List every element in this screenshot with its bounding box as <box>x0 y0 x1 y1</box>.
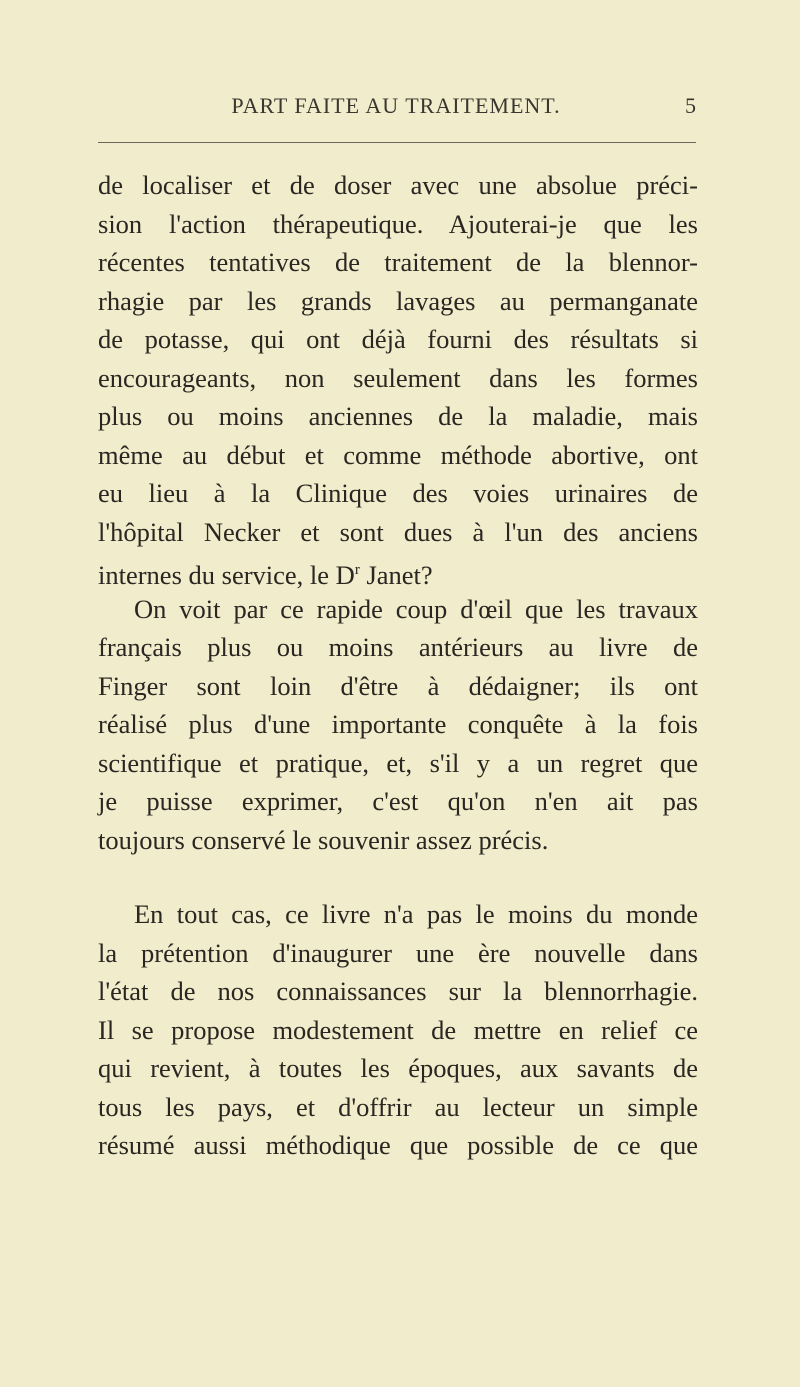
text-line: de potasse, qui ont déjà fourni des résultats si <box>98 324 698 354</box>
text-line: encourageants, non seulement dans les formes <box>98 362 698 393</box>
text-line: réalisé plus d'une importante conquête à la fois <box>98 709 698 739</box>
text-line: rhagie par les grands lavages au permanganate <box>98 285 698 316</box>
text-line: qui revient, à toutes les époques, aux savants de <box>98 1053 698 1083</box>
header-rule <box>98 142 696 143</box>
paragraph-1 <box>98 166 698 590</box>
text-line <box>98 551 698 590</box>
text-line: la prétention d'inaugurer une ère nouvelle dans <box>98 937 698 968</box>
text-line: scientifique et pratique, et, s'il y a un regret que <box>98 747 698 778</box>
text-line: Il se propose modestement de mettre en relief ce <box>98 1014 698 1045</box>
text-line: sion l'action thérapeutique. Ajouterai-je que les <box>98 208 698 239</box>
text-line: On voit par ce rapide coup d'œil que les travaux <box>134 593 698 624</box>
header-title: PART FAITE AU TRAITEMENT. <box>231 93 561 118</box>
text-line: l'hôpital Necker et sont dues à l'un des anciens <box>98 516 698 547</box>
text-line: tous les pays, et d'offrir au lecteur un simple <box>98 1091 698 1122</box>
text-line: l'état de nos connaissances sur la blennorrhagie. <box>98 976 698 1006</box>
text-line: je puisse exprimer, c'est qu'on n'en ait pas <box>98 786 698 816</box>
running-header <box>96 93 696 127</box>
paragraph-gap <box>98 859 698 895</box>
text-line: plus ou moins anciennes de la maladie, mais <box>98 401 698 431</box>
text-line: En tout cas, ce livre n'a pas le moins du monde <box>134 899 698 929</box>
body-text <box>98 166 698 1165</box>
paragraph-2 <box>98 590 698 860</box>
text-line: de localiser et de doser avec une absolue préci- <box>98 170 698 200</box>
text-line: résumé aussi méthodique que possible de ce que <box>98 1130 698 1160</box>
superscript: r <box>354 562 360 578</box>
text-line: récentes tentatives de traitement de la blennor- <box>98 247 698 277</box>
text-line: eu lieu à la Clinique des voies urinaires de <box>98 478 698 508</box>
text-fragment: internes du service, le D <box>98 560 355 590</box>
text-fragment: Janet? <box>359 560 433 590</box>
page-number: 5 <box>685 93 696 118</box>
text-line: même au début et comme méthode abortive, ont <box>98 439 698 470</box>
paragraph-3 <box>98 895 698 1165</box>
text-line: français plus ou moins antérieurs au livre de <box>98 632 698 662</box>
text-line: toujours conservé le souvenir assez précis. <box>98 824 549 855</box>
text-line: Finger sont loin d'être à dédaigner; ils ont <box>98 670 698 701</box>
